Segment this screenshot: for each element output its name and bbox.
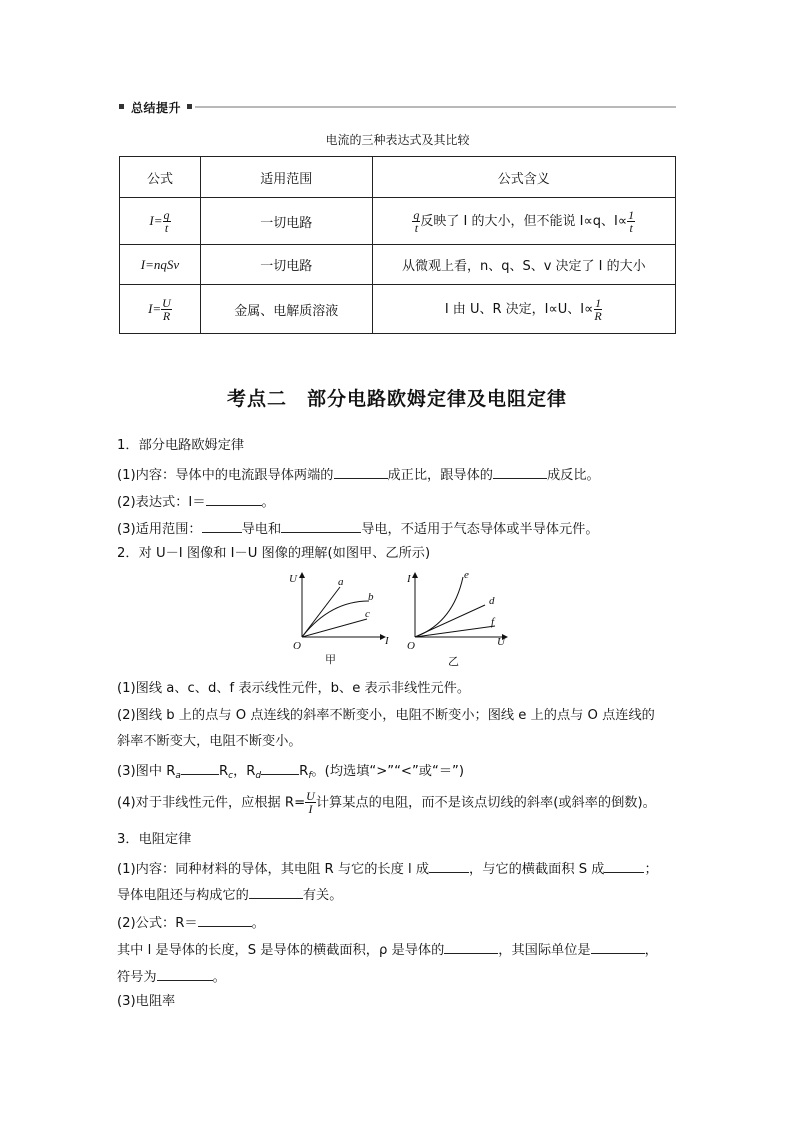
curve-label: d [489,595,495,607]
answer-blank[interactable] [198,912,252,927]
table-header-cell: 公式含义 [372,157,675,198]
curve-b [302,601,369,637]
table-header-row [120,157,676,198]
y-axis-label: U [289,573,297,585]
formula-cell: I= $\frac{q}{t}$ [120,198,201,245]
table-row [120,198,676,245]
table-caption: 电流的三种表达式及其比较 [325,133,470,147]
table-header-cell: 公式 [120,157,201,198]
answer-blank[interactable] [202,518,242,533]
table-header-cell: 适用范围 [200,157,372,198]
graph-caption: 甲 [325,653,336,666]
curve-label: f [491,616,495,628]
fraction: $\frac{U}{I}$ [306,789,315,816]
graph-yi [406,569,507,668]
y-axis-label: I [407,573,411,585]
meaning-cell: I 由 U、R 决定，I∝U、I∝ $\frac{1}{R}$ [372,285,675,334]
origin-label: O [407,640,415,652]
part3-content: (1)内容：同种材料的导体，其电阻 R 与它的长度 l 成 ，与它的横截面积 S 成 ； [117,858,658,879]
meaning-cell: 从微观上看，n、q、S、v 决定了 I 的大小 [372,245,675,285]
part3-title: 3．电阻定律 [117,832,192,847]
curve-label: c [365,608,370,620]
formula-cell: I=nqSv [120,245,201,285]
fraction: $\frac{q}{t}$ [163,207,170,235]
part3-content-2: 导体电阻还与构成它的 有关。 [117,884,342,905]
answer-blank[interactable] [604,858,644,873]
meaning-cell: $\frac{q}{t}$ 反映了 I 的大小，但不能说 I∝q、I∝ $\frac{1}{t}$ [372,198,675,245]
x-axis-label: U [497,636,505,648]
graph-jia [289,573,390,666]
table-row [120,285,676,334]
scope-cell: 金属、电解质溶液 [200,285,372,334]
answer-blank[interactable] [249,884,303,899]
part1-expression: (2)表达式：I＝ 。 [117,491,275,512]
part1-content: (1)内容：导体中的电流跟导体两端的 成正比，跟导体的 成反比。 [117,464,600,485]
answer-blank[interactable] [429,858,469,873]
fraction: $\frac{1}{R}$ [594,295,602,323]
answer-blank[interactable] [181,760,219,775]
divider-line [195,106,676,108]
answer-blank[interactable] [444,939,498,954]
answer-blank[interactable] [206,491,262,506]
curve-c [302,619,367,637]
answer-blank[interactable] [591,939,645,954]
iv-graphs [285,565,525,673]
fraction: $\frac{U}{R}$ [162,295,171,323]
part2-item4: (4)对于非线性元件，应根据 R= $\frac{U}{I}$ 计算某点的电阻，而不是该点切线的斜率(或斜率的倒数)。 [117,789,656,816]
part1-scope: (3)适用范围： 导电和 导电，不适用于气态导体或半导体元件。 [117,518,599,539]
part2-item3: (3)图中 $R_a$ $R_c$，$R_d$ $R_f$。(均选填“>”“<”或“＝”) [117,760,464,785]
graph-caption: 乙 [448,655,459,668]
answer-blank[interactable] [261,760,299,775]
x-axis-label: I [385,635,389,647]
curve-label: b [368,591,374,603]
curve-label: a [338,576,344,588]
part1-title: 1．部分电路欧姆定律 [117,438,245,453]
summary-heading: 总结提升 [131,101,182,115]
part3-where-2: 符号为 。 [117,966,226,987]
origin-label: O [293,640,301,652]
bullet-square-icon [119,104,124,109]
fraction: $\frac{1}{t}$ [628,207,635,235]
formula-table [119,156,676,334]
section-title: 考点二 部分电路欧姆定律及电阻定律 [226,388,567,410]
table-row [120,245,676,285]
formula-cell: I= $\frac{U}{R}$ [120,285,201,334]
answer-blank[interactable] [281,518,361,533]
fraction: $\frac{q}{t}$ [413,207,420,235]
answer-blank[interactable] [334,464,388,479]
summary-header [119,99,676,115]
part2-title: 2．对 U－I 图像和 I－U 图像的理解(如图甲、乙所示) [117,546,431,561]
answer-blank[interactable] [493,464,547,479]
part3-where-1: 其中 l 是导体的长度，S 是导体的横截面积，ρ 是导体的 ，其国际单位是 ， [117,939,658,960]
part2-item2-line1: (2)图线 b 上的点与 O 点连线的斜率不断变小，电阻不断变小；图线 e 上的点与 O 点连线的 [117,708,655,723]
answer-blank[interactable] [157,966,213,981]
part3-formula: (2)公式：R＝ 。 [117,912,265,933]
bullet-square-icon [187,104,192,109]
part2-item2-line2: 斜率不断变大，电阻不断变小。 [117,734,302,749]
part2-item1: (1)图线 a、c、d、f 表示线性元件，b、e 表示非线性元件。 [117,681,471,696]
part3-resistivity: (3)电阻率 [117,994,176,1009]
curve-label: e [464,569,469,581]
scope-cell: 一切电路 [200,245,372,285]
scope-cell: 一切电路 [200,198,372,245]
curve-e [415,577,463,637]
